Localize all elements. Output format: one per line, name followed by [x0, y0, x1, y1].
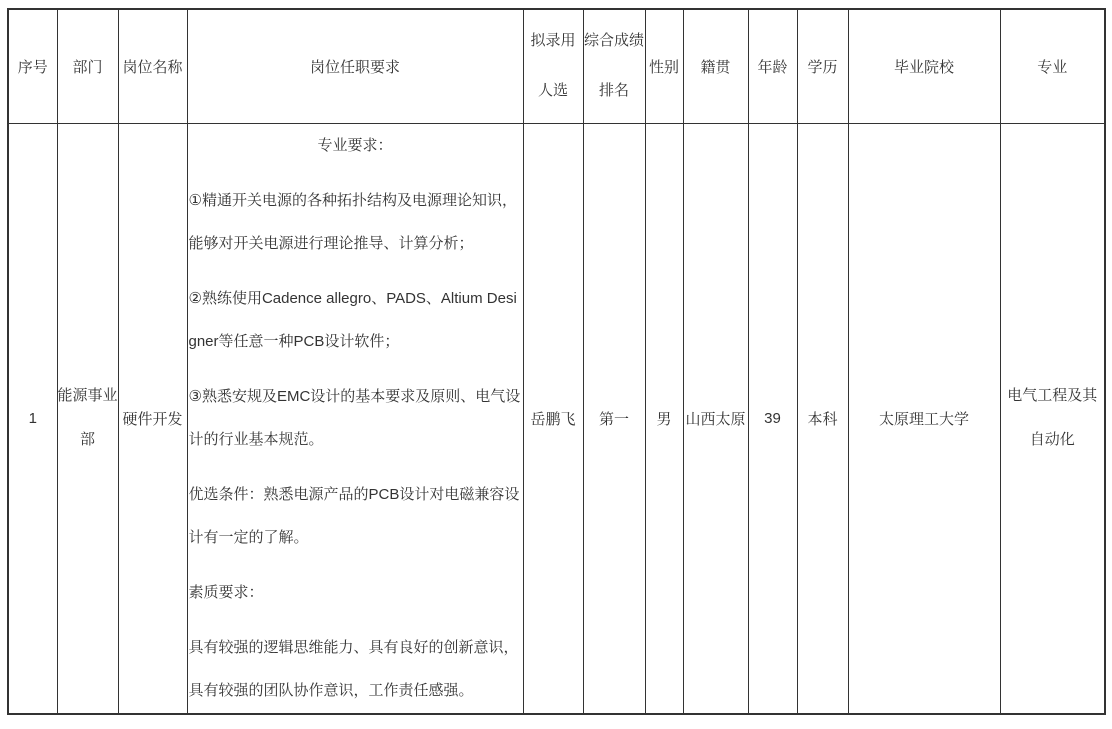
requirement-paragraph-3: ③熟悉安规及EMC设计的基本要求及原则、电气设计的行业基本规范。	[188, 387, 521, 448]
header-proposed-candidate-line-1: 拟录用	[530, 32, 576, 50]
header-score-ranking-line-2: 排名	[598, 82, 629, 100]
requirement-paragraph-quality-heading: 素质要求：	[188, 583, 264, 601]
cell-score-ranking: 第一	[583, 123, 645, 714]
recruitment-table	[7, 8, 1106, 715]
cell-age: 39	[748, 123, 797, 714]
cell-gender: 男	[645, 123, 683, 714]
header-age: 年龄	[748, 9, 797, 123]
header-score-ranking-line-1: 综合成绩	[583, 32, 644, 50]
cell-major	[1000, 123, 1105, 714]
requirement-paragraph-preferred: 优选条件：熟悉电源产品的PCB设计对电磁兼容设计有一定的了解。	[188, 485, 520, 546]
cell-position-name: 硬件开发	[118, 123, 187, 714]
cell-education: 本科	[797, 123, 848, 714]
cell-proposed-candidate: 岳鹏飞	[523, 123, 583, 714]
header-proposed-candidate	[523, 9, 583, 123]
header-job-requirements: 岗位任职要求	[187, 9, 523, 123]
header-position-name: 岗位名称	[118, 9, 187, 123]
header-department: 部门	[57, 9, 118, 123]
header-gender: 性别	[645, 9, 683, 123]
header-score-ranking	[583, 9, 645, 123]
requirement-paragraph-2: ②熟练使用Cadence allegro、PADS、Altium Designer等任意一种PCB设计软件；	[188, 289, 517, 350]
header-major: 专业	[1000, 9, 1105, 123]
cell-major-line-1: 电气工程及其	[1007, 387, 1098, 405]
cell-job-requirements	[187, 123, 523, 714]
cell-department-line-2: 部	[79, 431, 95, 449]
header-proposed-candidate-line-2: 人选	[537, 82, 568, 100]
cell-native-place: 山西太原	[683, 123, 748, 714]
header-graduation-school: 毕业院校	[848, 9, 1000, 123]
requirement-paragraph-heading: 专业要求：	[317, 136, 393, 154]
header-native-place: 籍贯	[683, 9, 748, 123]
header-serial-number: 序号	[8, 9, 57, 123]
table-header-row	[8, 9, 1105, 123]
cell-serial-number: 1	[8, 123, 57, 714]
cell-major-line-2: 自动化	[1029, 431, 1075, 449]
cell-department	[57, 123, 118, 714]
table-row	[8, 123, 1105, 714]
cell-department-line-1: 能源事业	[57, 387, 118, 405]
cell-graduation-school: 太原理工大学	[848, 123, 1000, 714]
requirement-paragraph-quality: 具有较强的逻辑思维能力、具有良好的创新意识，具有较强的团队协作意识，工作责任感强。	[188, 638, 519, 699]
header-education: 学历	[797, 9, 848, 123]
requirement-paragraph-1: ①精通开关电源的各种拓扑结构及电源理论知识，能够对开关电源进行理论推导、计算分析；	[188, 191, 517, 252]
